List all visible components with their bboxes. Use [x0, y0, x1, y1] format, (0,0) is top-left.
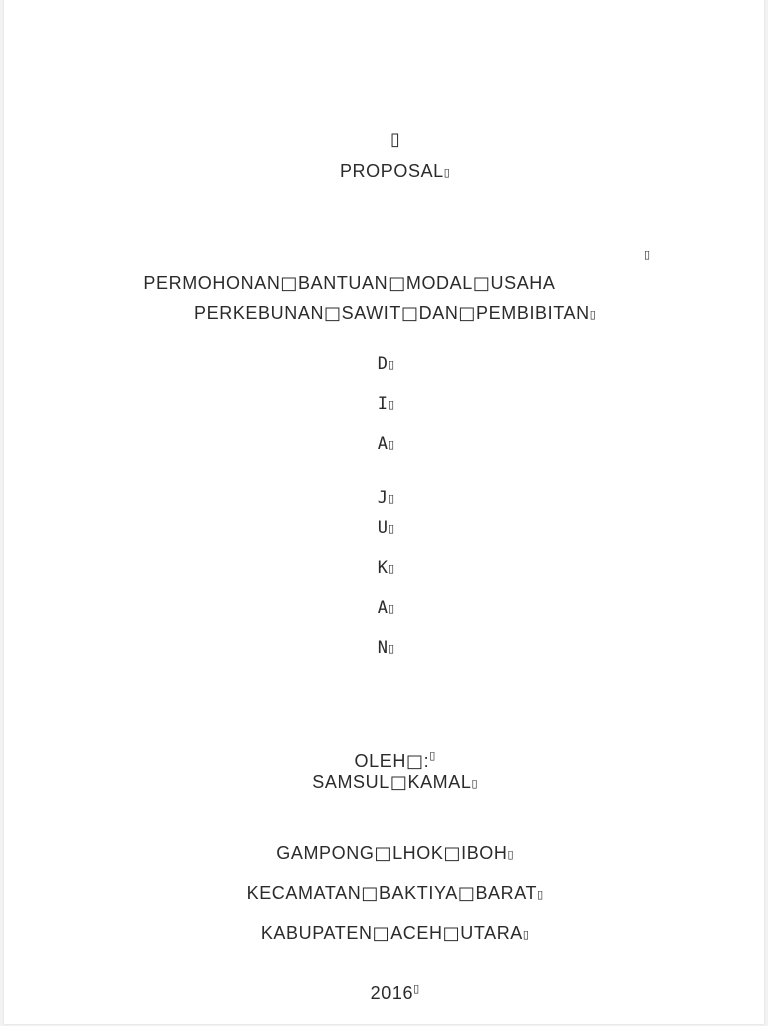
title-line: PROPOSAL▯ [339, 161, 451, 181]
author-label: OLEH [354, 751, 406, 771]
vertical-letter: I▯ [377, 394, 395, 414]
address-line-2: KECAMATAN□BAKTIYA□BARAT▯ [246, 883, 544, 904]
document-page [4, 0, 764, 1024]
subtitle-line-1: PERMOHONAN□BANTUAN□MODAL□USAHA [143, 273, 556, 294]
subtitle-line-2: PERKEBUNAN□SAWIT□DAN□PEMBIBITAN▯ [194, 303, 597, 324]
vertical-letter: A▯ [377, 434, 395, 454]
address-line-1: GAMPONG□LHOK□IBOH▯ [276, 843, 515, 864]
address-line-3: KABUPATEN□ACEH□UTARA▯ [260, 923, 530, 944]
year: 2016 [370, 983, 414, 1003]
vertical-letter: J▯ [377, 488, 395, 508]
top-glyph: ▯ [389, 129, 401, 150]
author-name: SAMSUL□KAMAL▯ [312, 772, 479, 793]
vertical-letter: U▯ [377, 518, 395, 538]
page-title: PROPOSAL [339, 161, 444, 181]
vertical-letter: D▯ [377, 354, 395, 374]
vertical-letter: N▯ [377, 638, 395, 658]
vertical-letter: K▯ [377, 558, 395, 578]
subtitle-line-1-end-glyph: ▯ [644, 248, 651, 261]
vertical-letter: A▯ [377, 598, 395, 618]
author-label-line: OLEH□:▯ [354, 749, 436, 772]
year-line: 2016▯ [370, 982, 420, 1003]
